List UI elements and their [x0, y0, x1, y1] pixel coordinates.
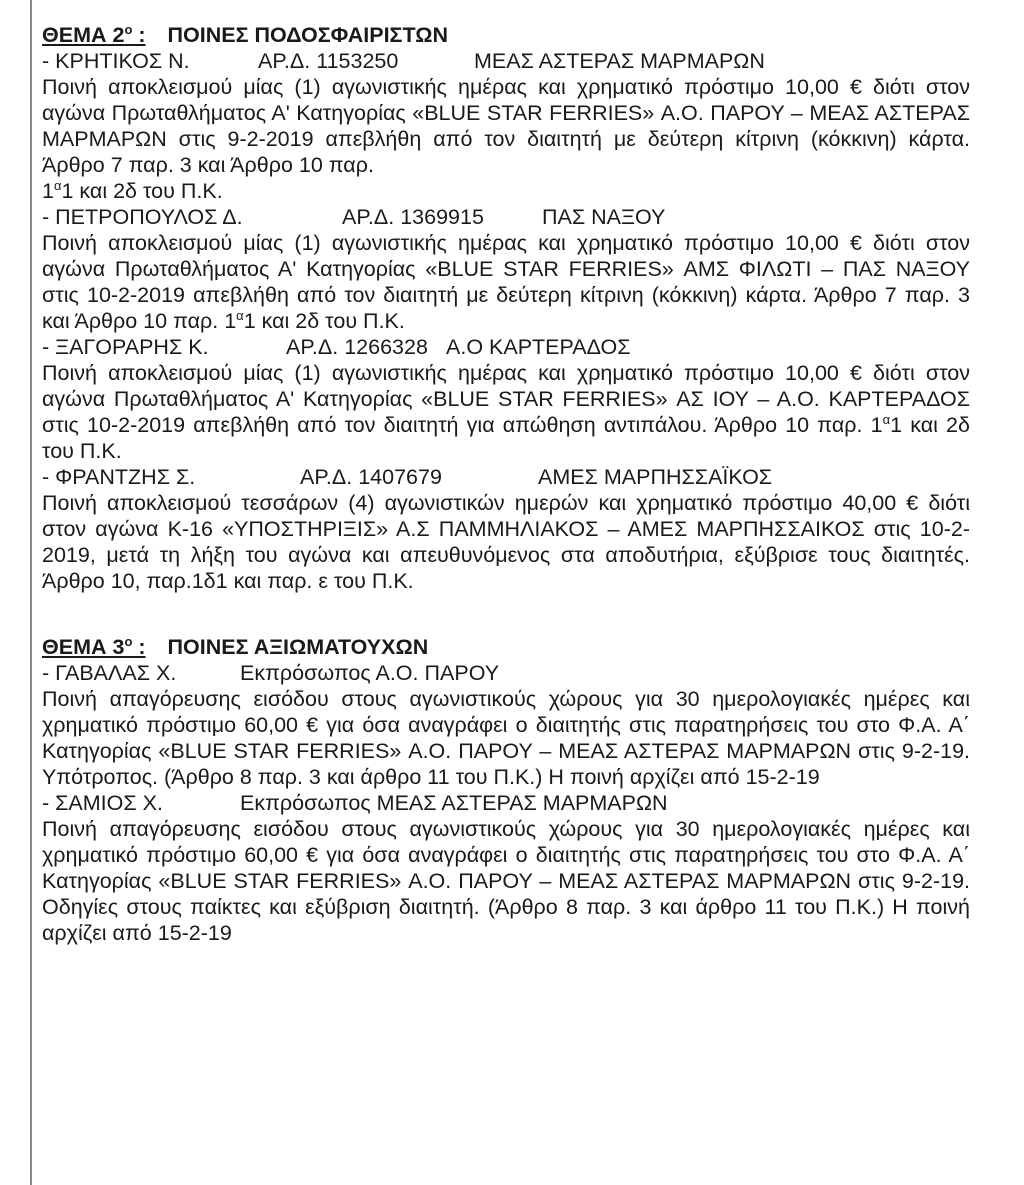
section-prefix: ΘΕΜΑ 3 — [42, 635, 125, 659]
penalty-text: Ποινή αποκλεισμού μίας (1) αγωνιστικής ημέρας και χρηματικό πρόστιμο 10,00 € διότι στον αγώνα Πρωταθλήματος Α' Κατηγορίας «BLUE STAR FERRIES» Α.Ο. ΠΑΡΟΥ – ΜΕΑΣ ΑΣΤΕΡΑΣ ΜΑΡΜΑΡΩΝ στις 9-2-2019 απεβλήθη από τον διαιτητή με δεύτερη κίτρινη (κόκκινη) κάρτα. Άρθρο 7 παρ. 3 και Άρθρο 10 παρ. $1^\alpha 1$ και 2δ του Π.Κ. — [42, 75, 970, 203]
penalty-entry — [42, 660, 970, 790]
player-id: ΑΡ.Δ. 1369915 — [342, 205, 484, 229]
penalty-text: Ποινή αποκλεισμού μίας (1) αγωνιστικής ημέρας και χρηματικό πρόστιμο 10,00 € διότι στον αγώνα Πρωταθλήματος Α' Κατηγορίας «BLUE STAR FERRIES» ΑΜΣ ΦΙΛΩΤΙ – ΠΑΣ ΝΑΞΟΥ στις 10-2-2019 απεβλήθη από τον διαιτητή με δεύτερη κίτρινη (κόκκινη) κάρτα. Άρθρο 7 παρ. 3 και Άρθρο 10 παρ. $1^\alpha 1$ και 2δ του Π.Κ. — [42, 231, 970, 333]
section-prefix: ΘΕΜΑ 2 — [42, 23, 125, 47]
document-body — [42, 20, 970, 946]
page-margin-line — [30, 0, 32, 1185]
section-gap — [42, 594, 970, 632]
official-role: Εκπρόσωπος ΜΕΑΣ ΑΣΤΕΡΑΣ ΜΑΡΜΑΡΩΝ — [240, 791, 668, 815]
player-name: - ΚΡΗΤΙΚΟΣ Ν. — [42, 49, 190, 73]
entry-header — [42, 48, 970, 74]
penalty-entry — [42, 204, 970, 334]
penalty-text: Ποινή απαγόρευσης εισόδου στους αγωνιστικούς χώρους για 30 ημερολογιακές ημέρες και χρηματικό πρόστιμο 60,00 € για όσα αναγράφει ο διαιτητής στις παρατηρήσεις του στο Φ.Α. Α΄ Κατηγορίας «BLUE STAR FERRIES» Α.Ο. ΠΑΡΟΥ – ΜΕΑΣ ΑΣΤΕΡΑΣ ΜΑΡΜΑΡΩΝ στις 9-2-19. Οδηγίες στους παίκτες και εξύβριση διαιτητή. (Άρθρο 8 παρ. 3 και άρθρο 11 του Π.Κ.) Η ποινή αρχίζει από 15-2-19 — [42, 817, 970, 945]
official-role: Εκπρόσωπος Α.Ο. ΠΑΡΟΥ — [240, 661, 500, 685]
ordinal-sup: ο — [124, 633, 133, 649]
player-team: ΠΑΣ ΝΑΞΟΥ — [542, 205, 666, 229]
section-colon: : — [132, 23, 146, 47]
penalty-entry — [42, 48, 970, 204]
section-title: ΠΟΙΝΕΣ ΑΞΙΩΜΑΤΟΥΧΩΝ — [167, 635, 429, 659]
penalty-text: Ποινή αποκλεισμού τεσσάρων (4) αγωνιστικών ημερών και χρηματικό πρόστιμο 40,00 € διότι στον αγώνα Κ-16 «ΥΠΟΣΤΗΡΙΞΙΣ» Α.Σ ΠΑΜΜΗΛΙΑΚΟΣ – ΑΜΕΣ ΜΑΡΠΗΣΣΑΙΚΟΣ στις 10-2-2019, μετά τη λήξη του αγώνα και απευθυνόμενος στα αποδυτήρια, εξύβρισε τους διαιτητές. Άρθρο 10, παρ.1δ1 και παρ. ε του Π.Κ. — [42, 491, 970, 593]
entry-header — [42, 660, 970, 686]
section-title: ΠΟΙΝΕΣ ΠΟΔΟΣΦΑΙΡΙΣΤΩΝ — [167, 23, 448, 47]
player-name: - ΞΑΓΟΡΑΡΗΣ Κ. — [42, 335, 209, 359]
section-colon: : — [132, 635, 146, 659]
entry-header — [42, 790, 970, 816]
player-id: ΑΡ.Δ. 1266328 — [286, 335, 428, 359]
entry-header — [42, 464, 970, 490]
ordinal-sup: ο — [124, 21, 133, 37]
penalty-entry — [42, 790, 970, 946]
entry-header — [42, 204, 970, 230]
player-name: - ΦΡΑΝΤΖΗΣ Σ. — [42, 465, 196, 489]
official-name: - ΓΑΒΑΛΑΣ Χ. — [42, 661, 177, 685]
player-id: ΑΡ.Δ. 1407679 — [300, 465, 442, 489]
official-name: - ΣΑΜΙΟΣ Χ. — [42, 791, 163, 815]
player-name: - ΠΕΤΡΟΠΟΥΛΟΣ Δ. — [42, 205, 243, 229]
penalty-text: Ποινή αποκλεισμού μίας (1) αγωνιστικής ημέρας και χρηματικό πρόστιμο 10,00 € διότι στον αγώνα Πρωταθλήματος Α' Κατηγορίας «BLUE STAR FERRIES» ΑΣ ΙΟΥ – Α.Ο. ΚΑΡΤΕΡΑΔΟΣ στις 10-2-2019 απεβλήθη από τον διαιτητή για απώθηση αντιπάλου. Άρθρο 10 παρ. $1^\alpha 1$ και 2δ του Π.Κ. — [42, 361, 970, 463]
player-team: ΜΕΑΣ ΑΣΤΕΡΑΣ ΜΑΡΜΑΡΩΝ — [474, 49, 765, 73]
penalty-entry — [42, 464, 970, 594]
penalty-entry — [42, 334, 970, 464]
player-id: ΑΡ.Δ. 1153250 — [258, 49, 399, 73]
section-heading-officials — [42, 634, 970, 660]
entry-header — [42, 334, 970, 360]
player-team: ΑΜΕΣ ΜΑΡΠΗΣΣΑΪΚΟΣ — [538, 465, 773, 489]
player-team: Α.Ο ΚΑΡΤΕΡΑΔΟΣ — [446, 335, 631, 359]
section-heading-players — [42, 22, 970, 48]
penalty-text: Ποινή απαγόρευσης εισόδου στους αγωνιστικούς χώρους για 30 ημερολογιακές ημέρες και χρηματικό πρόστιμο 60,00 € για όσα αναγράφει ο διαιτητής στις παρατηρήσεις του στο Φ.Α. Α΄ Κατηγορίας «BLUE STAR FERRIES» Α.Ο. ΠΑΡΟΥ – ΜΕΑΣ ΑΣΤΕΡΑΣ ΜΑΡΜΑΡΩΝ στις 9-2-19. Υπότροπος. (Άρθρο 8 παρ. 3 και άρθρο 11 του Π.Κ.) Η ποινή αρχίζει από 15-2-19 — [42, 687, 970, 789]
